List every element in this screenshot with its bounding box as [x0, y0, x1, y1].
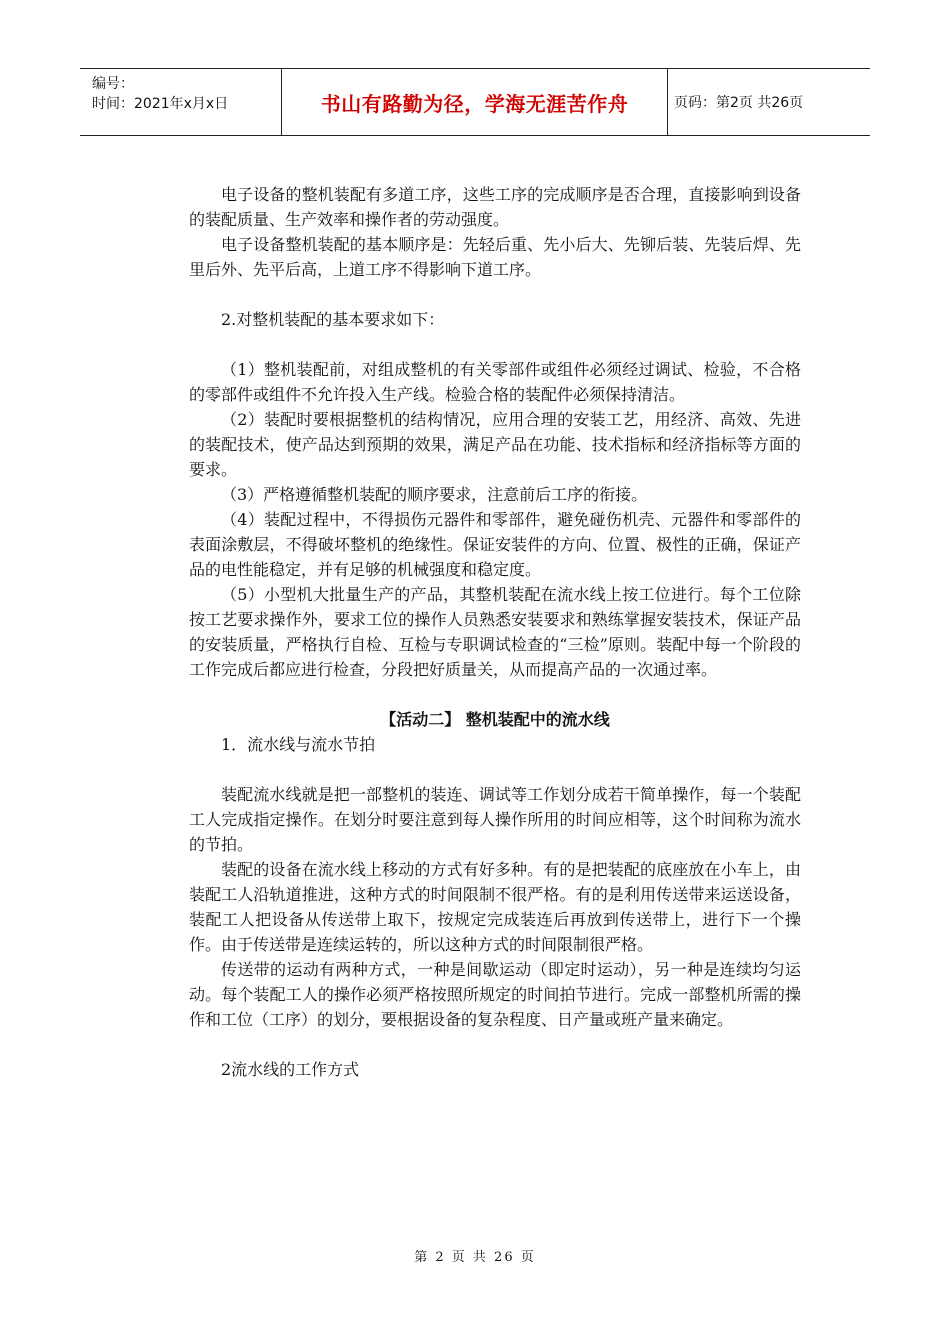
- document-time-label: 时间：2021年x月x日: [92, 96, 229, 112]
- activity-heading: 【活动二】 整机装配中的流水线: [380, 710, 610, 729]
- header-motto-cell: [282, 69, 668, 135]
- requirement-item: （2）装配时要根据整机的结构情况，应用合理的安装工艺，用经济、高效、先进的装配技术，使产品达到预期的效果，满足产品在功能、技术指标和经济指标等方面的要求。: [189, 410, 801, 479]
- requirement-item: （4）装配过程中，不得损伤元器件和零部件，避免碰伤机壳、元器件和零部件的表面涂敷层，不得破坏整机的绝缘性。保证安装件的方向、位置、极性的正确，保证产品的电性能稳定，并有足够的机械强度和稳定度。: [189, 510, 801, 579]
- document-number-label: 编号：: [92, 76, 134, 92]
- paragraph: 装配流水线就是把一部整机的装连、调试等工作划分成若干简单操作，每一个装配工人完成指定操作。在划分时要注意到每人操作所用的时间应相等，这个时间称为流水的节拍。: [189, 785, 801, 854]
- requirement-item: （3）严格遵循整机装配的顺序要求，注意前后工序的衔接。: [221, 485, 648, 504]
- requirement-item: （5）小型机大批量生产的产品，其整机装配在流水线上按工位进行。每个工位除按工艺要求操作外，要求工位的操作人员熟悉安装要求和熟练掌握安装技术，保证产品的安装质量，严格执行自检、互检与专职调试检查的“三检”原则。装配中每一个阶段的工作完成后都应进行检查，分段把好质量关，从而提高产品的一次通过率。: [189, 585, 801, 679]
- document-body: [189, 182, 801, 1082]
- page-header: [80, 68, 870, 136]
- paragraph: 电子设备的整机装配有多道工序，这些工序的完成顺序是否合理，直接影响到设备的装配质量、生产效率和操作者的劳动强度。: [189, 185, 801, 229]
- motto-text: 书山有路勤为径，学海无涯苦作舟: [320, 91, 629, 116]
- subsection-title: 1．流水线与流水节拍: [221, 735, 376, 754]
- requirement-item: （1）整机装配前，对组成整机的有关零部件或组件必须经过调试、检验，不合格的零部件或组件不允许投入生产线。检验合格的装配件必须保持清洁。: [189, 360, 801, 404]
- paragraph: 传送带的运动有两种方式，一种是间歇运动（即定时运动），另一种是连续均匀运动。每个装配工人的操作必须严格按照所规定的时间拍节进行。完成一部整机所需的操作和工位（工序）的划分，要根据设备的复杂程度、日产量或班产量来确定。: [189, 960, 801, 1029]
- header-meta: [80, 69, 282, 135]
- section-title: 2.对整机装配的基本要求如下：: [221, 310, 445, 329]
- page-footer: 第 2 页 共 26 页: [414, 1250, 536, 1265]
- subsection-title: 2流水线的工作方式: [221, 1060, 360, 1079]
- paragraph: 电子设备整机装配的基本顺序是：先轻后重、先小后大、先铆后装、先装后焊、先里后外、先平后高，上道工序不得影响下道工序。: [189, 235, 801, 279]
- header-page-info: 页码：第2页 共26页: [674, 95, 804, 111]
- paragraph: 装配的设备在流水线上移动的方式有好多种。有的是把装配的底座放在小车上，由装配工人沿轨道推进，这种方式的时间限制不很严格。有的是利用传送带来运送设备，装配工人把设备从传送带上取下，按规定完成装连后再放到传送带上，进行下一个操作。由于传送带是连续运转的，所以这种方式的时间限制很严格。: [189, 860, 801, 954]
